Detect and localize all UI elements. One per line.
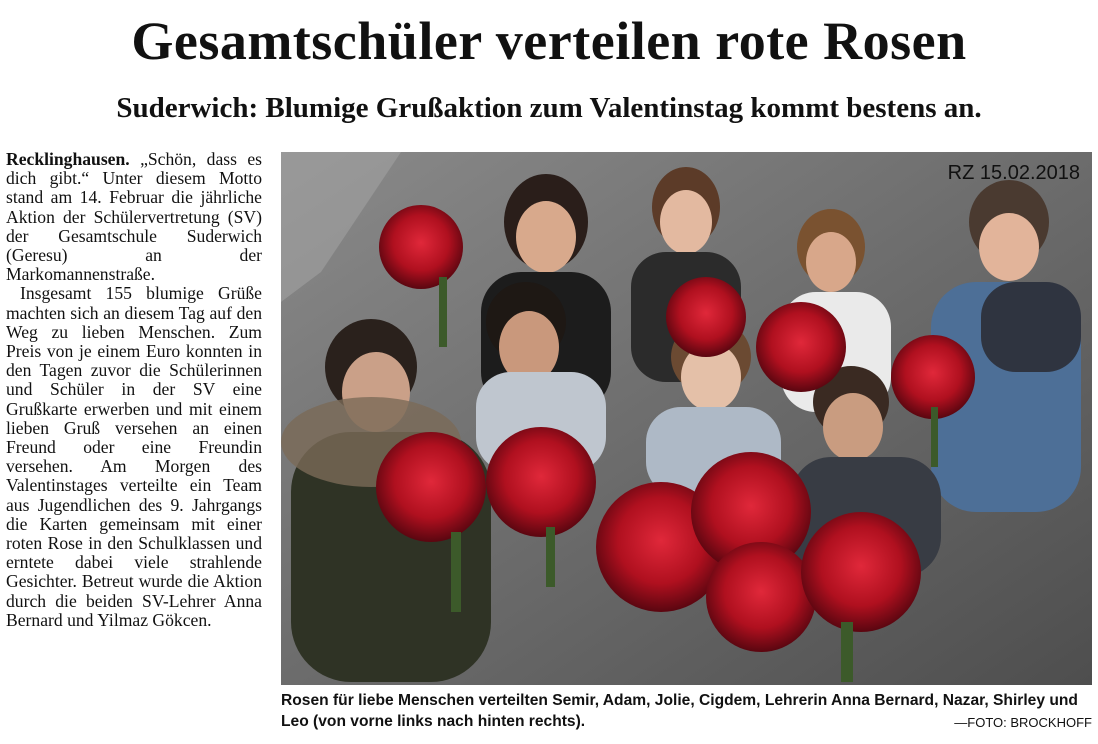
photo-credit: —FOTO: BROCKHOFF	[954, 715, 1092, 730]
article-body	[6, 150, 262, 630]
headline: Gesamtschüler verteilen rote Rosen	[131, 11, 967, 71]
dateline: Recklinghausen.	[6, 149, 130, 169]
photo-illustration	[281, 152, 1092, 685]
subheadline: Suderwich: Blumige Grußaktion zum Valentinstag kommt bestens an.	[116, 92, 982, 124]
date-stamp: RZ 15.02.2018	[947, 162, 1080, 184]
article-paragraph-1	[6, 150, 262, 284]
article-paragraph-2: Insgesamt 155 blumige Grüße machten sich an diesem Tag auf den Weg zu lieben Menschen. Zum Preis von je einem Euro konnten in den Tagen zuvor die Schülerinnen und Schüler in der SV eine Grußkarte erwerben und mit einem lieben Gruß versehen an einen Freund oder eine Freundin versehen. Am Morgen des Valentinstages verteilte ein Team aus Jugendlichen des 9. Jahrgangs die Karten gemeinsam mit einer roten Rose in den Schulklassen und erntete dabei viele strahlende Gesichter. Betreut wurde die Aktion durch die beiden SV-Lehrer Anna Bernard und Yilmaz Gökcen.	[6, 283, 262, 630]
photo-caption: Rosen für liebe Menschen verteilten Semir, Adam, Jolie, Cigdem, Lehrerin Anna Bernard, Nazar, Shirley und Leo (von vorne links nach hinten rechts).	[281, 692, 1078, 730]
paragraph-1-text: „Schön, dass es dich gibt.“ Unter diesem Motto stand am 14. Februar die jährliche Aktion der Schülervertretung (SV) der Gesamtschule Suderwich (Geresu) an der Markomannenstraße.	[6, 149, 262, 285]
news-photo	[281, 152, 1092, 685]
